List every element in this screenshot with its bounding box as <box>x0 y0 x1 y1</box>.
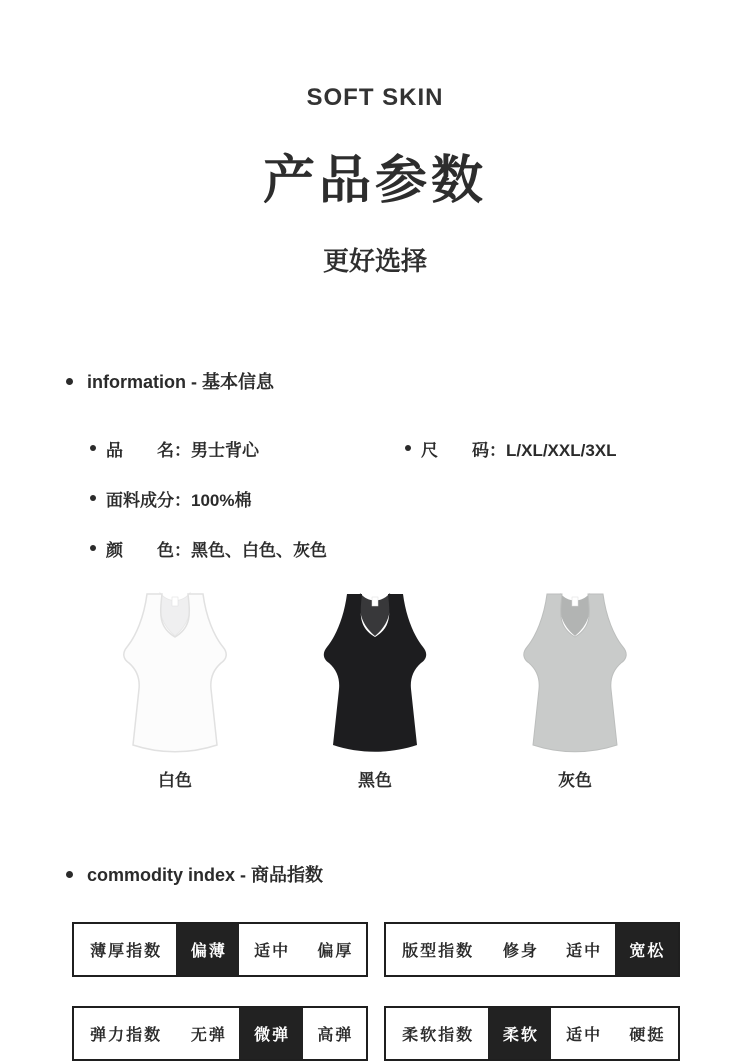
info-value: 黑色、白色、灰色 <box>191 540 327 560</box>
brand-text: SOFT SKIN <box>306 84 444 111</box>
bullet-icon <box>66 871 73 878</box>
info-label: 尺 码： <box>421 440 506 460</box>
info-value: L/XL/XXL/3XL <box>506 440 617 460</box>
tank-top-gray-image <box>500 591 650 756</box>
index-table-label: 柔软指数 <box>402 1027 475 1044</box>
list-item-colors <box>90 536 327 561</box>
colorway-white <box>75 591 275 791</box>
index-option: 无弹 <box>190 1027 227 1044</box>
colorway-label: 白色 <box>158 771 192 790</box>
tank-top-white-image <box>100 591 250 756</box>
index-table-label: 版型指数 <box>402 943 475 960</box>
index-table-fit <box>384 922 680 977</box>
info-text <box>106 436 259 461</box>
info-value: 男士背心 <box>191 440 259 460</box>
index-option: 高弹 <box>317 1027 354 1044</box>
page-subtitle: 更好选择 <box>322 246 427 276</box>
index-table-thickness <box>72 922 368 977</box>
index-table-elasticity <box>72 1006 368 1061</box>
index-option: 硬挺 <box>629 1027 666 1044</box>
info-label: 品 名： <box>106 440 191 460</box>
info-row <box>90 473 750 523</box>
bullet-icon <box>90 445 96 451</box>
index-option: 适中 <box>566 1027 603 1044</box>
info-text <box>106 536 327 561</box>
info-row <box>90 423 750 473</box>
colorway-label: 黑色 <box>358 771 392 790</box>
info-list <box>90 423 750 573</box>
info-text <box>106 486 251 511</box>
neck-tag <box>372 597 378 606</box>
index-table-label: 薄厚指数 <box>90 943 163 960</box>
index-table-softness <box>384 1006 680 1061</box>
index-option: 偏厚 <box>317 943 354 960</box>
list-item-size <box>405 436 617 461</box>
list-item-product-name <box>90 436 405 461</box>
bullet-icon <box>405 445 411 451</box>
index-option: 微弹 <box>239 1008 302 1059</box>
index-section-title: commodity index - 商品指数 <box>87 865 324 885</box>
info-section-heading <box>66 368 750 394</box>
index-option: 偏薄 <box>176 924 239 975</box>
index-option: 适中 <box>566 943 603 960</box>
page-header <box>0 0 750 278</box>
colorway-label: 灰色 <box>558 771 592 790</box>
list-item-fabric <box>90 486 251 511</box>
bullet-icon <box>90 545 96 551</box>
index-option: 适中 <box>254 943 291 960</box>
info-label: 面料成分： <box>106 490 191 510</box>
neck-tag <box>172 597 178 606</box>
bullet-icon <box>66 378 73 385</box>
info-section-title: information - 基本信息 <box>87 372 274 392</box>
info-value: 100%棉 <box>191 490 252 510</box>
info-text <box>421 436 617 461</box>
tank-top-black-image <box>300 591 450 756</box>
info-label: 颜 色： <box>106 540 191 560</box>
info-row <box>90 523 750 573</box>
index-section-heading <box>66 861 750 887</box>
index-tables-grid <box>72 922 750 1061</box>
colorway-black <box>275 591 475 791</box>
colorway-gallery <box>0 591 750 791</box>
page-title: 产品参数 <box>262 152 487 210</box>
index-table-label: 弹力指数 <box>90 1027 163 1044</box>
colorway-gray <box>475 591 675 791</box>
index-option: 宽松 <box>615 924 678 975</box>
index-option: 修身 <box>502 943 539 960</box>
index-option: 柔软 <box>488 1008 551 1059</box>
neck-tag <box>572 597 578 606</box>
bullet-icon <box>90 495 96 501</box>
